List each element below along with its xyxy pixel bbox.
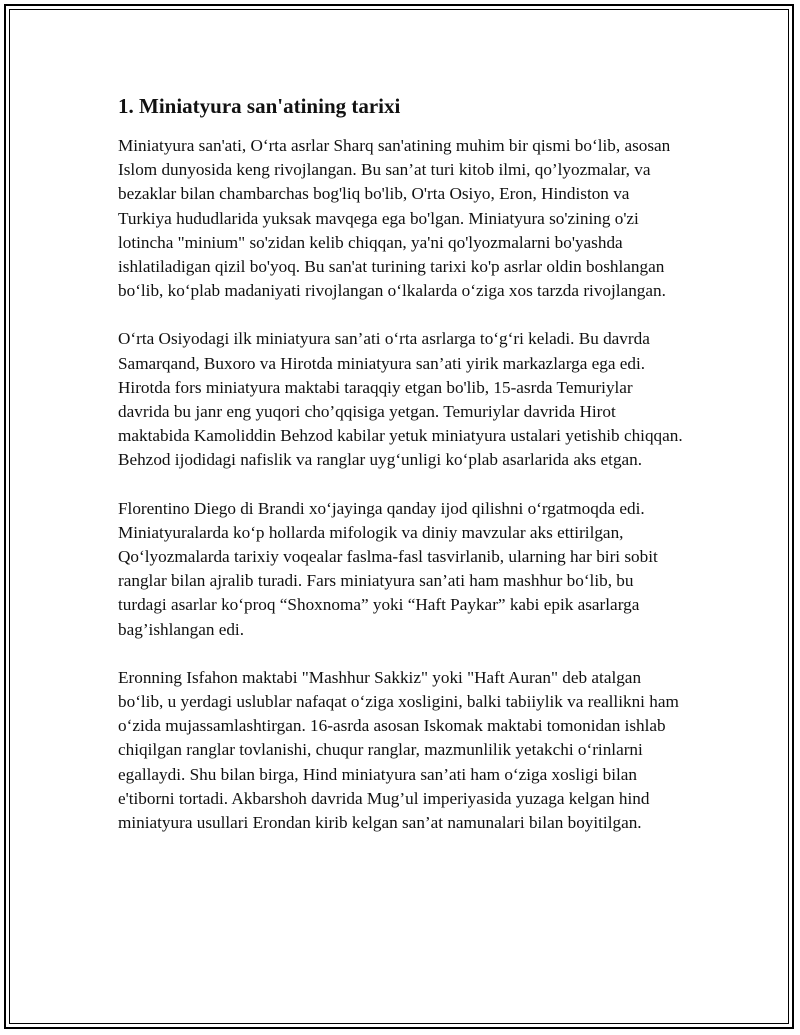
paragraph-2: O‘rta Osiyodagi ilk miniatyura san’ati o‘rta asrlarga to‘g‘ri keladi. Bu davrda Samarqand, Buxoro va Hirotda miniatyura san’ati yirik markazlarga ega edi. Hirotda fors miniatyura maktabi taraqqiy etgan bo'lib, 15-asrda Temuriylar davrida bu janr eng yuqori cho’qqisiga yetgan. Temuriylar davrida Hirot maktabida Kamoliddin Behzod kabilar yetuk miniatyura ustalari yetishib chiqqan. Behzod ijodidagi nafislik va ranglar uyg‘unligi ko‘plab asarlarida aks etgan. — [118, 329, 683, 470]
paragraph-4: Eronning Isfahon maktabi "Mashhur Sakkiz" yoki "Haft Auran" deb atalgan bo‘lib, u yerdagi uslublar nafaqat o‘ziga xosligini, balki tabiiylik va reallikni ham o‘zida mujassamlashtirgan. 16-asrda asosan Iskomak maktabi tomonidan ishlab chiqilgan ranglar tovlanishi, chuqur ranglar, mazmunlilik yetakchi o‘rinlarni egallaydi. Shu bilan birga, Hind miniatyura san’ati ham o‘ziga xosligi bilan e'tiborni tortadi. Akbarshoh davrida Mug’ul imperiyasida yuzaga kelgan hind miniatyura usullari Erondan kirib kelgan san’at namunalari bilan boyitilgan. — [118, 667, 679, 833]
paragraph-1: Miniatyura san'ati, O‘rta asrlar Sharq san'atining muhim bir qismi bo‘lib, asosan Islom dunyosida keng rivojlangan. Bu san’at turi kitob ilmi, qo’lyozmalar, va bezaklar bilan chambarchas bog'liq bo'lib, O'rta Osiyo, Eron, Hindiston va Turkiya hududlarida yuksak mavqega ega bo'lgan. Miniatyura so'zining o'zi lotincha "minium" so'zidan kelib chiqqan, ya'ni qo'lyozmalarni bo'yashda ishlatiladigan qizil bo'yoq. Bu san'at turining tarixi ko'p asrlar oldin boshlangan bo‘lib, ko‘plab madaniyati rivojlangan o‘lkalarda o‘ziga xos tarzda rivojlangan. — [118, 136, 671, 301]
paragraph-3: Florentino Diego di Brandi xo‘jayinga qanday ijod qilishni o‘rgatmoqda edi. Miniatyuralarda ko‘p hollarda mifologik va diniy mavzular aks ettirilgan, Qo‘lyozmalarda tarixiy voqealar faslma-fasl tasvirlanib, ularning har biri sobit ranglar bilan ajralib turadi. Fars miniatyura san’ati ham mashhur bo‘lib, bu turdagi asarlar ko‘proq “Shoxnoma” yoki “Haft Paykar” kabi epik asarlarga bag’ishlangan edi. — [118, 498, 658, 639]
document-body — [118, 92, 686, 859]
section-heading: 1. Miniatyura san'atining tarixi — [118, 94, 401, 118]
